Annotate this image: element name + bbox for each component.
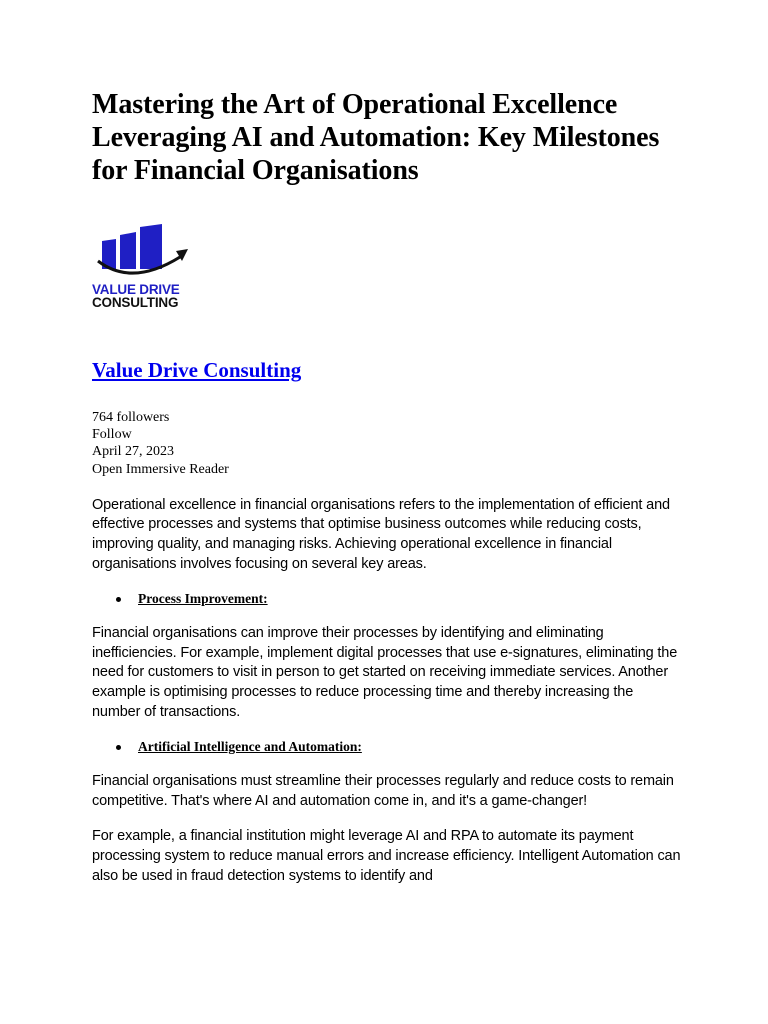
immersive-reader-button[interactable]: Open Immersive Reader bbox=[92, 461, 229, 477]
bar-chart-logo-icon bbox=[92, 223, 192, 285]
company-name-link[interactable]: Value Drive Consulting bbox=[92, 358, 302, 382]
publish-date: April 27, 2023 bbox=[92, 444, 175, 460]
logo-bar-3 bbox=[140, 224, 162, 269]
intro-paragraph: Operational excellence in financial organisations refers to the implementation of efficient and effective processes and systems that optimise business outcomes while reducing costs, improving quality, and managing risks. Achieving operational excellence in financial organisations involves focusing on several key areas. bbox=[92, 496, 670, 572]
ai-automation-paragraph-1: Financial organisations must streamline their processes regularly and reduce costs to remain competitive. That's where AI and automation come in, and it's a game-changer! bbox=[92, 773, 674, 809]
follow-button[interactable]: Follow bbox=[92, 427, 132, 443]
ai-automation-paragraph-2: For example, a financial institution might leverage AI and RPA to automate its payment processing system to reduce manual errors and increase efficiency. Intelligent Automation can also be used in fraud detection systems to identify and bbox=[92, 828, 681, 884]
section-heading-ai-automation bbox=[92, 738, 682, 756]
article-title: Mastering the Art of Operational Excellence Leveraging AI and Automation: Key Milestones for Financial Organisations bbox=[92, 89, 660, 186]
logo-bar-2 bbox=[120, 232, 136, 269]
section-heading-text: Artificial Intelligence and Automation: bbox=[138, 739, 362, 755]
company-logo bbox=[92, 223, 192, 313]
followers-count: 764 followers bbox=[92, 410, 170, 425]
logo-line-2: CONSULTING bbox=[92, 295, 179, 310]
logo-line-1: VALUE DRIVE bbox=[92, 282, 180, 297]
section-heading-process-improvement bbox=[92, 590, 682, 608]
bullet-dot-icon bbox=[116, 597, 121, 602]
logo-wordmark bbox=[92, 283, 180, 309]
article bbox=[92, 88, 682, 886]
paragraph-gap bbox=[92, 811, 682, 827]
section-heading-text: Process Improvement: bbox=[138, 591, 268, 607]
bullet-dot-icon bbox=[116, 745, 121, 750]
author-meta bbox=[92, 409, 682, 478]
process-improvement-paragraph: Financial organisations can improve their processes by identifying and eliminating inefficiencies. For example, implement digital processes that use e-signatures, eliminating the need for customers to visit in person to get started on receiving immediate services. Another example is optimising processes to reduce processing time and thereby increasing the number of transactions. bbox=[92, 625, 678, 720]
